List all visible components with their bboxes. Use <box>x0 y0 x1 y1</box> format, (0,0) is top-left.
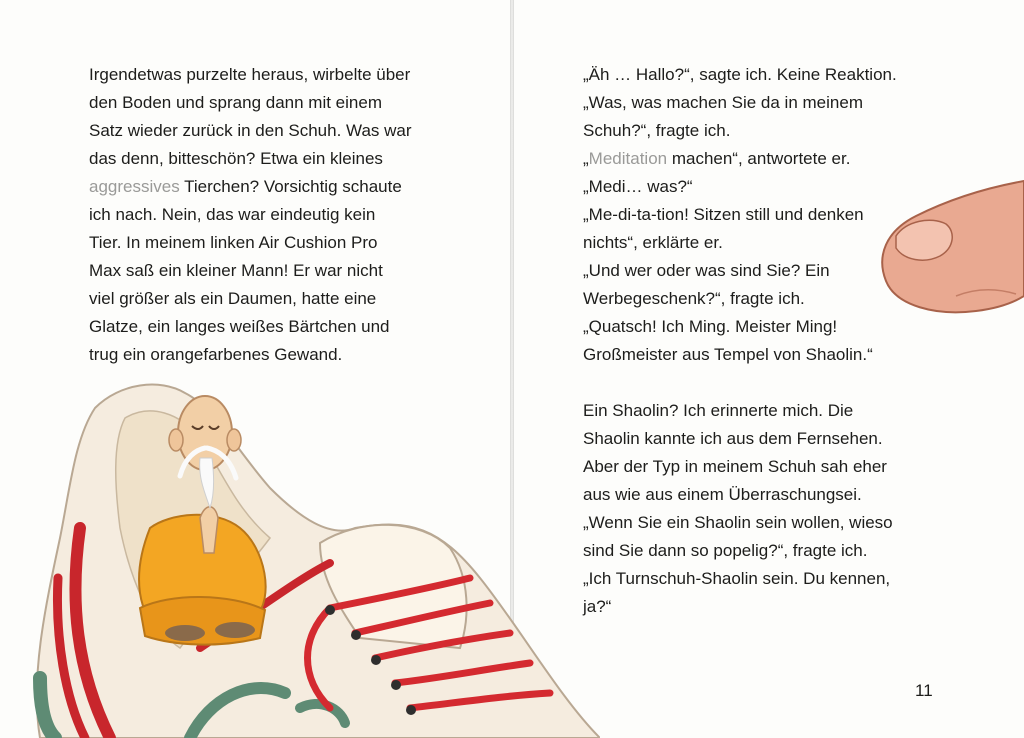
paragraph-gap <box>583 369 983 397</box>
right-page-line <box>583 145 983 173</box>
text-segment: machen“, antwortete er. <box>667 149 851 168</box>
right-page-text <box>583 61 983 621</box>
left-page-line <box>89 229 489 257</box>
text-segment: Tier. In meinem linken Air Cushion Pro <box>89 233 378 252</box>
sneaker-with-tiny-monk <box>0 378 600 738</box>
right-page-line <box>583 61 983 89</box>
text-segment: nichts“, erklärte er. <box>583 233 723 252</box>
text-segment: „Ich Turnschuh-Shaolin sein. Du kennen, <box>583 569 891 588</box>
text-segment: „Wenn Sie ein Shaolin sein wollen, wieso <box>583 513 893 532</box>
left-page-text <box>89 61 489 369</box>
text-segment: Aber der Typ in meinem Schuh sah eher <box>583 457 887 476</box>
right-page-line <box>583 537 983 565</box>
right-page-line <box>583 117 983 145</box>
text-segment: das denn, bitteschön? Etwa ein kleines <box>89 149 383 168</box>
text-segment: sind Sie dann so popelig?“, fragte ich. <box>583 541 868 560</box>
text-segment: „Medi… was?“ <box>583 177 693 196</box>
text-segment: Großmeister aus Tempel von Shaolin.“ <box>583 345 873 364</box>
text-segment: aus wie aus einem Überraschungsei. <box>583 485 862 504</box>
right-page-line <box>583 453 983 481</box>
highlighted-word: Meditation <box>588 149 668 168</box>
left-page-line <box>89 89 489 117</box>
highlighted-word: aggressives <box>89 177 180 196</box>
right-page-line <box>583 509 983 537</box>
page-number: 11 <box>915 681 933 700</box>
text-segment: ich nach. Nein, das war eindeutig kein <box>89 205 376 224</box>
text-segment: Satz wieder zurück in den Schuh. Was war <box>89 121 412 140</box>
right-page-line <box>583 481 983 509</box>
right-page-line <box>583 89 983 117</box>
text-segment: ja?“ <box>583 597 612 616</box>
text-segment: Schuh?“, fragte ich. <box>583 121 731 140</box>
left-page-line <box>89 145 489 173</box>
right-page-line <box>583 397 983 425</box>
text-segment: Shaolin kannte ich aus dem Fernsehen. <box>583 429 883 448</box>
right-page-line <box>583 565 983 593</box>
text-segment: Werbegeschenk?“, fragte ich. <box>583 289 805 308</box>
left-page-line <box>89 341 489 369</box>
thumb-illustration <box>876 176 1024 326</box>
text-segment: Glatze, ein langes weißes Bärtchen und <box>89 317 390 336</box>
text-segment: „Me-di-ta-tion! Sitzen still und denken <box>583 205 864 224</box>
text-segment: „ <box>583 149 589 168</box>
text-segment: Irgendetwas purzelte heraus, wirbelte über <box>89 65 411 84</box>
text-segment: „Quatsch! Ich Ming. Meister Ming! <box>583 317 838 336</box>
text-segment: den Boden und sprang dann mit einem <box>89 93 382 112</box>
left-page-line <box>89 257 489 285</box>
left-page-line <box>89 313 489 341</box>
text-segment: „Und wer oder was sind Sie? Ein <box>583 261 830 280</box>
right-page-line <box>583 425 983 453</box>
left-page-line <box>89 285 489 313</box>
text-segment: „Was, was machen Sie da in meinem <box>583 93 863 112</box>
left-page-line <box>89 61 489 89</box>
text-segment: Tierchen? Vorsichtig schaute <box>179 177 402 196</box>
right-page-line <box>583 341 983 369</box>
text-segment: „Äh … Hallo?“, sagte ich. Keine Reaktion. <box>583 65 897 84</box>
text-segment: Max saß ein kleiner Mann! Er war nicht <box>89 261 383 280</box>
right-page-line <box>583 593 983 621</box>
left-page-line <box>89 173 489 201</box>
text-segment: Ein Shaolin? Ich erinnerte mich. Die <box>583 401 854 420</box>
left-page-line <box>89 117 489 145</box>
text-segment: trug ein orangefarbenes Gewand. <box>89 345 343 364</box>
text-segment: viel größer als ein Daumen, hatte eine <box>89 289 377 308</box>
left-page-line <box>89 201 489 229</box>
